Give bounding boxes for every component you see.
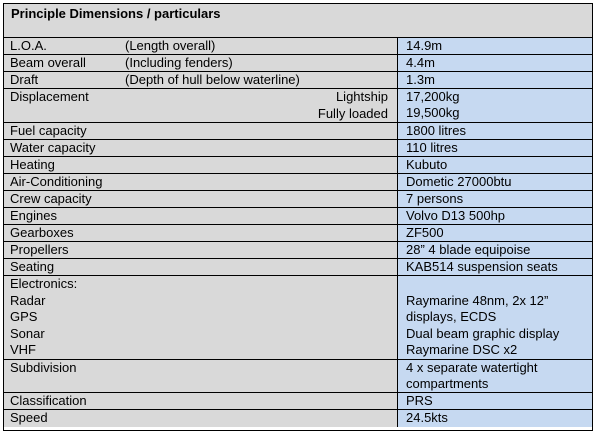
row-value: 4 x separate watertight (406, 360, 538, 375)
table-row (4, 123, 592, 140)
row-value: KAB514 suspension seats (398, 259, 592, 275)
row-value: PRS (398, 393, 592, 409)
row-value: compartments (406, 376, 489, 391)
row-value: 28” 4 blade equipoise (398, 242, 592, 258)
row-value: 110 litres (398, 140, 592, 156)
table-row (4, 72, 592, 89)
row-label: Crew capacity (4, 191, 398, 207)
row-sublabel: Fully loaded (317, 106, 388, 121)
row-subitem: VHF (10, 342, 36, 358)
row-note: (Length overall) (125, 38, 216, 53)
dimensions-table (3, 3, 593, 431)
row-value: Raymarine DSC x2 (406, 342, 518, 358)
row-label: Propellers (4, 242, 398, 258)
row-label: Engines (4, 208, 398, 224)
row-label: L.O.A. (10, 38, 47, 53)
row-label: Seating (4, 259, 398, 275)
row-note: (Depth of hull below waterline) (125, 72, 300, 87)
row-label: Electronics: (10, 276, 78, 291)
row-subitem: GPS (10, 309, 38, 325)
row-value: 1800 litres (398, 123, 592, 139)
row-value: 24.5kts (398, 410, 592, 427)
table-row (4, 242, 592, 259)
row-label: Heating (4, 157, 398, 173)
table-row (4, 55, 592, 72)
row-label: Air-Conditioning (4, 174, 398, 190)
row-subitem: Sonar (10, 325, 45, 341)
row-subitem: Radar (10, 292, 46, 308)
row-label: Displacement (10, 89, 89, 104)
row-sublabel: Lightship (335, 89, 388, 104)
row-value: 14.9m (398, 38, 592, 54)
table-row (4, 410, 592, 427)
table-row (4, 276, 592, 360)
row-note: (Including fenders) (125, 55, 233, 70)
table-row (4, 157, 592, 174)
table-row (4, 38, 592, 55)
row-label: Speed (4, 410, 398, 427)
table-row (4, 191, 592, 208)
row-value: 17,200kg (406, 89, 460, 104)
table-row (4, 89, 592, 123)
row-value: Raymarine 48nm, 2x 12” (406, 292, 549, 308)
row-label: Beam overall (10, 55, 86, 70)
table-row (4, 225, 592, 242)
row-label: Fuel capacity (4, 123, 398, 139)
row-value: 7 persons (398, 191, 592, 207)
row-value: displays, ECDS (406, 309, 497, 325)
table-title: Principle Dimensions / particulars (4, 4, 592, 38)
row-value: Dual beam graphic display (406, 325, 560, 341)
row-label: Draft (10, 72, 39, 87)
row-value: 1.3m (398, 72, 592, 88)
row-label: Water capacity (4, 140, 398, 156)
table-row (4, 140, 592, 157)
table-row (4, 259, 592, 276)
row-value: 19,500kg (406, 105, 460, 120)
table-row (4, 360, 592, 393)
table-row (4, 208, 592, 225)
table-row (4, 393, 592, 410)
row-label: Classification (4, 393, 398, 409)
row-label: Subdivision (4, 360, 398, 392)
table-row (4, 174, 592, 191)
row-value: ZF500 (398, 225, 592, 241)
row-value: Dometic 27000btu (398, 174, 592, 190)
row-label: Gearboxes (4, 225, 398, 241)
row-value (406, 276, 592, 293)
row-value: Kubuto (398, 157, 592, 173)
row-value: 4.4m (398, 55, 592, 71)
row-value: Volvo D13 500hp (398, 208, 592, 224)
